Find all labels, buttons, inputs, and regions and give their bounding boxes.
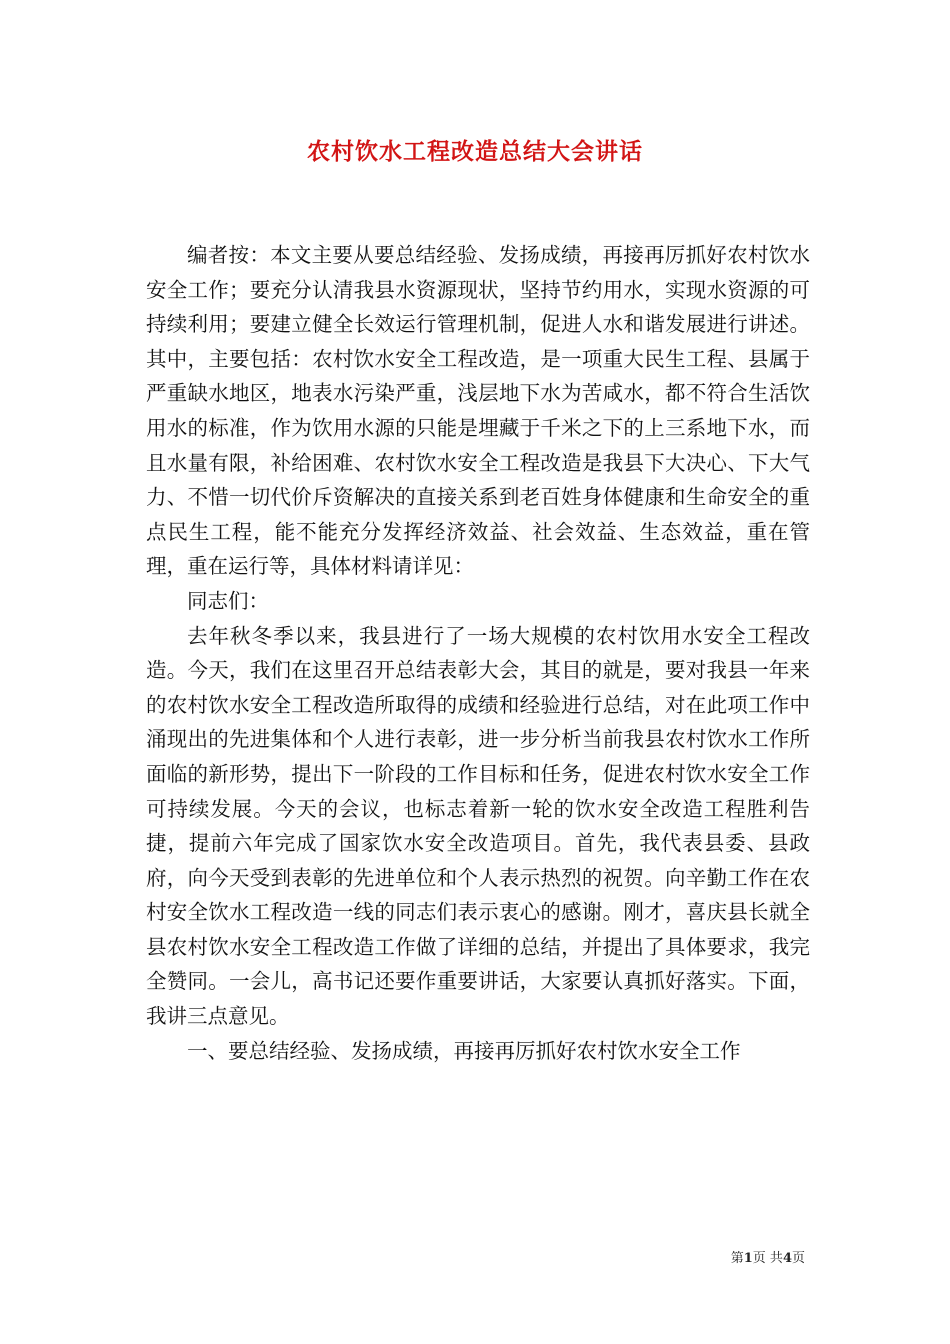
salutation-paragraph: 同志们： bbox=[187, 588, 269, 613]
footer-total-pages: 4 bbox=[782, 1251, 792, 1266]
footer-current-page: 1 bbox=[743, 1251, 753, 1266]
section-heading-paragraph: 一、要总结经验、发扬成绩，再接再厉抓好农村饮水安全工作 bbox=[187, 1038, 741, 1063]
body-paragraph: 去年秋冬季以来，我县进行了一场大规模的农村饮用水安全工程改造。今天，我们在这里召开总结表彰大会，其目的就是，要对我县一年来的农村饮水安全工程改造所取得的成绩和经验进行总结，对在此项工作中涌现出的先进集体和个人进行表彰，进一步分析当前我县农村饮水工作所面临的新形势，提出下一阶段的工作目标和任务，促进农村饮水安全工作可持续发展。今天的会议，也标志着新一轮的饮水安全改造工程胜利告捷，提前六年完成了国家饮水安全改造项目。首先，我代表县委、县政府，向今天受到表彰的先进单位和个人表示热烈的祝贺。向辛勤工作在农村安全饮水工程改造一线的同志们表示衷心的感谢。刚才，喜庆县长就全县农村饮水安全工程改造工作做了详细的总结，并提出了具体要求，我完全赞同。一会儿，高书记还要作重要讲话，大家要认真抓好落实。下面，我讲三点意见。 bbox=[146, 623, 810, 1029]
document-body bbox=[146, 238, 810, 1068]
footer-suffix: 页 bbox=[791, 1251, 805, 1266]
page-footer bbox=[731, 1247, 805, 1266]
editor-note-paragraph: 编者按：本文主要从要总结经验、发扬成绩，再接再厉抓好农村饮水安全工作；要充分认清我县水资源现状，坚持节约用水，实现水资源的可持续利用；要建立健全长效运行管理机制，促进人水和谐发展进行讲述。其中，主要包括：农村饮水安全工程改造，是一项重大民生工程、县属于严重缺水地区，地表水污染严重，浅层地下水为苦咸水，都不符合生活饮用水的标准，作为饮用水源的只能是埋藏于千米之下的上三系地下水，而且水量有限，补给困难、农村饮水安全工程改造是我县下大决心、下大气力、不惜一切代价斥资解决的直接关系到老百姓身体健康和生命安全的重点民生工程，能不能充分发挥经济效益、社会效益、生态效益，重在管理，重在运行等，具体材料请详见： bbox=[146, 243, 810, 579]
footer-middle: 页 共 bbox=[752, 1251, 783, 1266]
document-title: 农村饮水工程改造总结大会讲话 bbox=[307, 138, 643, 165]
footer-prefix: 第 bbox=[730, 1251, 744, 1266]
